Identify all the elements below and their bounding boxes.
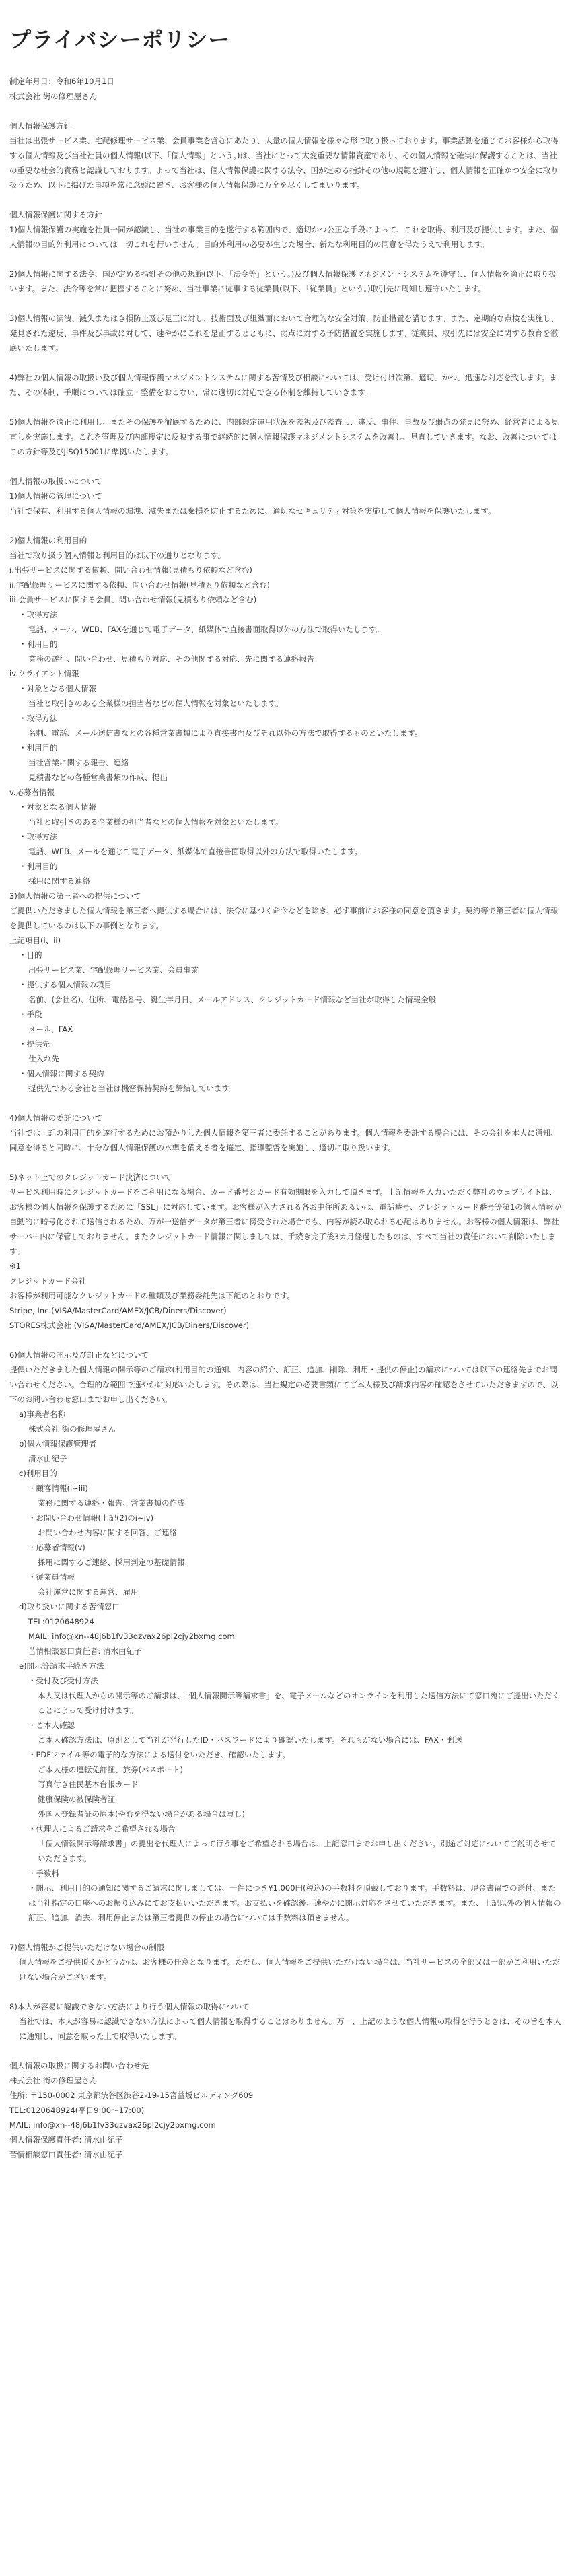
policy-line: ※1	[9, 1261, 21, 1271]
policy-line: TEL:0120648924	[28, 1617, 94, 1626]
policy-line: 出張サービス業、宅配修理サービス業、会員事業	[28, 965, 199, 975]
policy-line: iv.クライアント情報	[9, 669, 79, 678]
policy-section	[9, 267, 563, 296]
policy-line: 名刺、電話、メール送信書などの各種営業書類により直接書面及びそれ以外の方法で取得するものといたします。	[28, 728, 423, 738]
policy-section	[9, 1348, 563, 1925]
policy-line: ・手数料	[28, 1869, 59, 1878]
policy-line: ご本人様の運転免許証、旅券(パスポート)	[38, 1765, 183, 1774]
policy-line: 当社と取引きのある企業様の担当者などの個人情報を対象といたします。	[28, 699, 283, 708]
policy-line: 当社で取り扱う個人情報と利用目的は以下の通りとなります。	[9, 551, 226, 560]
policy-line: 株式会社 街の修理屋さん	[9, 2076, 98, 2085]
policy-line: ・利用目的	[19, 639, 58, 649]
policy-line: ・PDFファイル等の電子的な方法による送付をいただき、確認いたします。	[28, 1750, 290, 1760]
policy-line: ・取得方法	[19, 713, 58, 723]
policy-line: 本人又は代理人からの開示等のご請求は、「個人情報開示等請求書」を、電子メールなどのオンラインを利用した送信方法にて窓口宛にご提出いただくことによって受け付けます。	[38, 1691, 560, 1715]
policy-line: 個人情報保護方針	[9, 121, 71, 131]
policy-line: 苦情相談窓口責任者: 清水由紀子	[28, 1646, 142, 1656]
policy-section	[9, 207, 563, 252]
policy-line: ・開示、利用目的の通知に関するご請求に関しましては、一件につき¥1,000円(税込)の手数料を頂戴しております。手数料は、現金書留での送付、または当社指定の口座へのお振り込みにてお支払いいただきます。お支払いを確認後、速やかに開示対応をさせていただきます。また、上記以外の個人情報の訂正、追加、消去、利用停止または第三者提供の停止の場合については手数料は頂きません。	[28, 1883, 561, 1922]
policy-line: 提供先である会社と当社は機密保持契約を締結しています。	[28, 1084, 237, 1093]
policy-line: STORES株式会社 (VISA/MasterCard/AMEX/JCB/Diners/Discover)	[9, 1321, 250, 1330]
policy-content	[9, 74, 563, 2162]
policy-line: ・対象となる個人情報	[19, 802, 96, 812]
policy-line: iii.会員サービスに関する会員、問い合わせ情報(見積もり依頼など含む)	[9, 595, 257, 604]
policy-line: 当社では上記の利用目的を遂行するためにお預かりした個人情報を第三者に委託することがあります。個人情報を委託する場合には、その会社を本人に通知、同意を得ると同時に、十分な個人情報保護の水準を備える者を選定、指導監督を実施し、適切に取り扱います。	[9, 1128, 559, 1152]
policy-line: ・応募者情報(v)	[28, 1543, 85, 1552]
policy-line: 会社運営に関する運営、雇用	[38, 1587, 139, 1597]
policy-line: 当社では、本人が容易に認識できない方法によって個人情報を取得することはありません。万一、上記のような個人情報の取得を行うときは、その旨を本人に通知し、同意を取った上で取得いたします。	[19, 2017, 561, 2041]
policy-line: 2)個人情報に関する法令、国が定める指針その他の規範(以下、「法令等」という。)及び個人情報保護マネジメントシステムを遵守し、個人情報を適正に取り扱います。また、法令等を常に把握することに努め、当社事業に従事する従業員(以下、「従業員」という。)取引先に周知し遵守いたします。	[9, 269, 557, 293]
policy-section	[9, 2058, 563, 2162]
policy-line: MAIL: info@xn--48j6b1fv33qzvax26pl2cjy2bxmg.com	[9, 2120, 216, 2130]
policy-line: 上記項目(i、ii)	[9, 936, 61, 945]
policy-line: 提供いただきました個人情報の開示等のご請求(利用目的の通知、内容の紹介、訂正、追加、削除、利用・提供の停止)の請求については以下の連絡先までお問い合わせください。合理的な範囲で速やかに対応いたします。その際は、当社規定の必要書類にてご本人様及び請求内容の確認をさせていただきますので、以下のお問い合わせ窓口までお申し出ください。	[9, 1365, 559, 1404]
policy-line: 4)個人情報の委託について	[9, 1113, 103, 1123]
policy-section	[9, 1940, 563, 1984]
policy-line: a)事業者名称	[19, 1409, 66, 1419]
policy-section	[9, 415, 563, 459]
policy-line: 業務の遂行、問い合わせ、見積もり対応、その他関する対応、先に関する連絡報告	[28, 654, 315, 664]
policy-line: 清水由紀子	[28, 1454, 67, 1463]
policy-line: ・個人情報に関する契約	[19, 1069, 104, 1078]
policy-line: 4)弊社の個人情報の取扱い及び個人情報保護マネジメントシステムに関する苦情及び相談については、受け付け次第、適切、かつ、迅速な対応を致します。また、その体制、手順については確立・整備をおこない、常に適切に対応できる体制を維持していきます。	[9, 373, 557, 397]
policy-line: ・提供先	[19, 1039, 50, 1049]
policy-line: 当社と取引きのある企業様の担当者などの個人情報を対象といたします。	[28, 817, 283, 827]
policy-line: 個人情報の取扱いについて	[9, 477, 102, 486]
policy-line: c)利用目的	[19, 1469, 57, 1478]
policy-line: v.応募者情報	[9, 788, 55, 797]
policy-line: 個人情報をご提供頂くかどうかは、お客様の任意となります。ただし、個人情報をご提供いただけない場合は、当社サービスの全部又は一部がご利用いただけない場合がございます。	[19, 1957, 561, 1982]
policy-line: ii.宅配修理サービスに関する依頼、問い合わせ情報(見積もり依頼など含む)	[9, 580, 271, 590]
policy-line: ・お問い合わせ情報(上記(2)のi~iv)	[28, 1513, 154, 1523]
policy-line: 採用に関する連絡	[28, 876, 90, 886]
policy-line: b)個人情報保護管理者	[19, 1439, 97, 1449]
policy-line: ・利用目的	[19, 862, 58, 871]
policy-line: 住所: 〒150-0002 東京都渋谷区渋谷2-19-15宮益坂ビルディング609	[9, 2091, 254, 2100]
policy-line: ・目的	[19, 950, 42, 960]
policy-line: 電話、WEB、メールを通じて電子データ、紙媒体で直接書面取得以外の方法で取得いたします。	[28, 847, 363, 856]
policy-line: サービス利用時にクレジットカードをご利用になる場合、カード番号とカード有効期限を入力して頂きます。上記情報を入力いただく弊社のウェブサイトは、お客様の個人情報を保護するために「SSL」に対応しています。お客様が入力される各お中住所あるいは、電話番号、クレジットカード番号等第1の個人情報が自動的に暗号化されて送信されるため、万が一送信データが第三者に傍受された場合でも、内容が読み取られる心配はありません。お客様の個人情報は、弊社サーバー内に保管しておりません。またクレジットカード情報に関しましては、手続き完了後3カ月経過したものは、すべて当社の責任において削除いたします。	[9, 1187, 562, 1256]
policy-line: ・従業員情報	[28, 1572, 75, 1582]
policy-line: 当社営業に関する報告、連絡	[28, 758, 129, 767]
policy-line: 1)個人情報保護の実施を社員一同が認識し、当社の事業目的を遂行する範囲内で、適切かつ公正な手段によって、これを取得、利用及び提供します。また、個人情報の目的外利用については一切これを行いません。目的外利用の必要が生じた場合、新たな利用目的の同意を得たうえで利用します。	[9, 225, 559, 249]
policy-line: メール、FAX	[28, 1024, 73, 1034]
policy-section	[9, 474, 563, 518]
policy-line: 外国人登録者証の原本(やむを得ない場合がある場合は写し)	[38, 1809, 245, 1819]
policy-line: 個人情報の取扱に関するお問い合わせ先	[9, 2061, 149, 2070]
policy-line: d)取り扱いに関する苦情窓口	[19, 1602, 120, 1611]
policy-line: i.出張サービスに関する依頼、問い合わせ情報(見積もり依頼など含む)	[9, 565, 252, 575]
policy-line: 当社は出張サービス業、宅配修理サービス業、会員事業を営むにあたり、大量の個人情報を様々な形で取り扱っております。事業活動を通じてお客様から取得する個人情報及び当社社員の個人情報(以下、「個人情報」という。)は、当社にとって大変重要な情報資産であり、その個人情報を確実に保護することは、当社の重要な社会的責務と認識しております。よって当社は、個人情報保護に関する法令、国が定める指針その他の規範を遵守し、個人情報を正確かつ安全に取り扱うため、以下に掲げた事項を常に念頭に置き、お客様の個人情報保護に万全を尽くしてまいります。	[9, 136, 559, 190]
policy-line: e)開示等請求手続き方法	[19, 1661, 104, 1671]
policy-line: 当社で保有、利用する個人情報の漏洩、滅失または棄損を防止するために、適切なセキュリティ対策を実施して個人情報を保護いたします。	[9, 506, 496, 516]
policy-line: MAIL: info@xn--48j6b1fv33qzvax26pl2cjy2bxmg.com	[28, 1632, 235, 1641]
policy-line: 5)個人情報を適正に利用し、またその保護を徹底するために、内部規定運用状況を監視及び監査し、違反、事件、事故及び弱点の発見に努め、経営者による見直しを実施します。これを管理及び内部規定に反映する事で継続的に個人情報保護マネジメントシステムを改善し、見直していきます。なお、改善についてはこの方針等及びJISQ15001に準拠いたします。	[9, 417, 559, 456]
policy-section	[9, 74, 563, 104]
policy-line: 3)個人情報の漏洩、滅失またはき損防止及び是正に対し、技術面及び組織面において合理的な安全対策、防止措置を講じます。また、定期的な点検を実施し、発見された違反、事件及び事故に対して、速やかにこれを是正するとともに、弱点に対する予防措置を実施します。従業員、取引先には安全に関する教育を徹底いたします。	[9, 314, 559, 353]
policy-line: 写真付き住民基本台帳カード	[38, 1780, 139, 1789]
policy-line: 採用に関するご連絡、採用判定の基礎情報	[38, 1558, 185, 1567]
policy-line: 苦情相談窓口責任者: 清水由紀子	[9, 2150, 123, 2159]
policy-line: クレジットカード会社	[9, 1276, 87, 1286]
policy-line: 3)個人情報の第三者への提供について	[9, 891, 141, 901]
policy-section	[9, 118, 563, 193]
page-title: プライバシーポリシー	[9, 27, 231, 53]
policy-line: 業務に関する連絡・報告、営業書類の作成	[38, 1498, 185, 1508]
policy-line: 電話、メール、WEB、FAXを通じて電子データ、紙媒体で直接書面取得以外の方法で取得いたします。	[28, 625, 384, 634]
policy-line: ご本人確認方法は、原則として当社が発行したID・パスワードにより確認いたします。それらがない場合には、FAX・郵送	[38, 1735, 462, 1745]
policy-line: 個人情報保護に関する方針	[9, 210, 102, 219]
policy-line: 名前、(会社名)、住所、電話番号、誕生年月日、メールアドレス、クレジットカード情報など当社が取得した情報全般	[28, 995, 437, 1004]
policy-section	[9, 533, 563, 1096]
policy-section	[9, 1111, 563, 1155]
policy-line: 6)個人情報の開示及び訂正などについて	[9, 1350, 149, 1360]
policy-line: ・受付及び受付方法	[28, 1676, 98, 1685]
policy-line: Stripe, Inc.(VISA/MasterCard/AMEX/JCB/Diners/Discover)	[9, 1306, 227, 1315]
policy-line: ・顧客情報(i~iii)	[28, 1484, 88, 1493]
policy-line: 見積書などの各種営業書類の作成、提出	[28, 773, 168, 782]
policy-line: 2)個人情報の利用目的	[9, 536, 87, 545]
policy-line: ・取得方法	[19, 832, 58, 841]
policy-line: 株式会社 街の修理屋さん	[28, 1424, 116, 1434]
policy-line: ご提供いただきました個人情報を第三者へ提供する場合には、法令に基づく命令などを除き、必ず事前にお客様の同意を頂きます。契約等で第三者に個人情報を提供しているのは以下の事例となります。	[9, 906, 559, 930]
policy-section	[9, 1170, 563, 1333]
policy-line: お客様が利用可能なクレジットカードの種類及び業務委託先は下記のとおりです。	[9, 1291, 295, 1300]
policy-line: 1)個人情報の管理について	[9, 491, 103, 501]
policy-line: 株式会社 街の修理屋さん	[9, 92, 98, 101]
policy-line: お問い合わせ内容に関する回答、ご連絡	[38, 1528, 177, 1537]
policy-line: 健康保険の被保険者証	[38, 1795, 115, 1804]
policy-line: 制定年月日：令和6年10月1日	[9, 77, 114, 86]
policy-line: 個人情報保護責任者: 清水由紀子	[9, 2135, 123, 2145]
policy-section	[9, 311, 563, 355]
policy-line: 5)ネット上でのクレジットカード決済について	[9, 1173, 172, 1182]
policy-line: ・取得方法	[19, 610, 58, 619]
policy-line: ・利用目的	[19, 743, 58, 753]
policy-line: 7)個人情報がご提供いただけない場合の制限	[9, 1943, 165, 1952]
policy-line: 「個人情報開示等請求書」の提出を代理人によって行う事をご希望される場合は、上記窓口までお申し出ください。別途ご対応についてご説明させていただきます。	[38, 1839, 557, 1863]
policy-line: ・手段	[19, 1010, 42, 1019]
policy-section	[9, 1999, 563, 2044]
policy-line: 8)本人が容易に認識できない方法により行う個人情報の取得について	[9, 2002, 250, 2011]
policy-line: ・対象となる個人情報	[19, 684, 96, 693]
policy-line: ・提供する個人情報の項目	[19, 980, 112, 989]
policy-line: ・代理人によるご請求をご希望される場合	[28, 1824, 176, 1834]
policy-line: 仕入れ先	[28, 1054, 59, 1064]
policy-line: TEL:0120648924(平日9:00〜17:00)	[9, 2105, 145, 2115]
policy-section	[9, 370, 563, 400]
policy-line: ・ご本人確認	[28, 1720, 75, 1730]
